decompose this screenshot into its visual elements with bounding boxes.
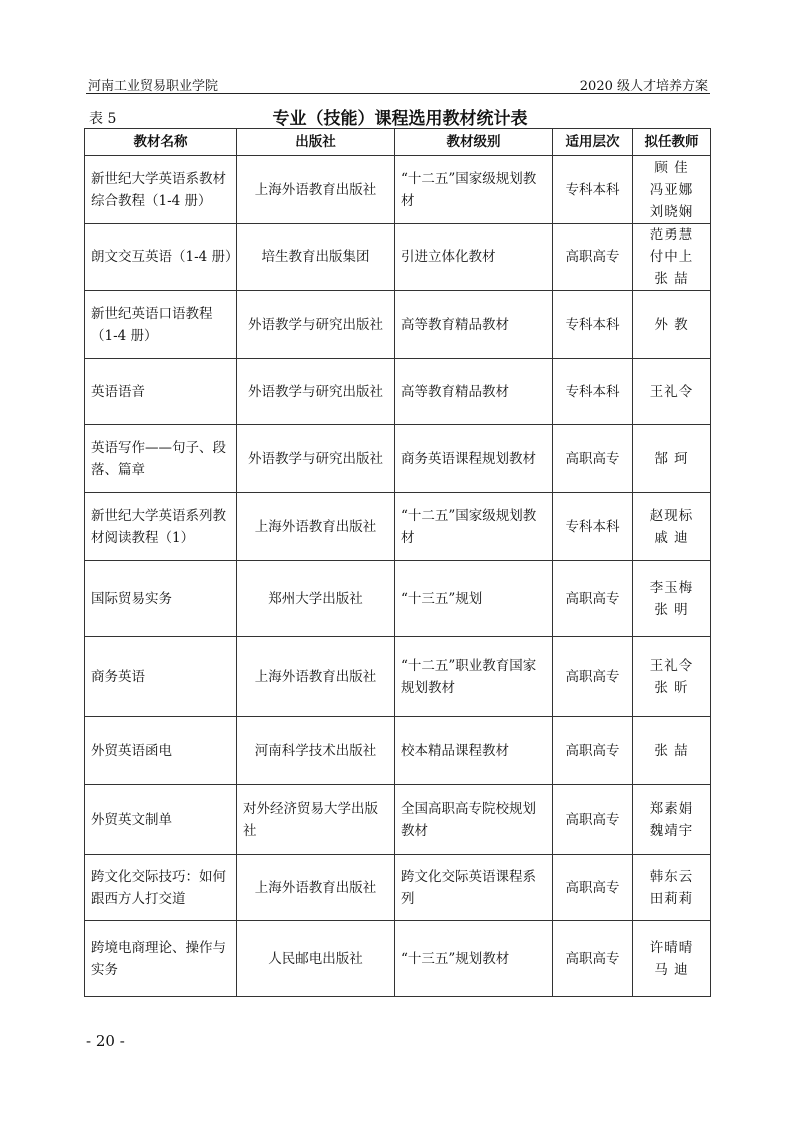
table-row (85, 855, 711, 921)
cell-textbook-name: 新世纪大学英语系列教材阅读教程（1） (85, 493, 237, 561)
teacher-name: 范勇慧 (649, 227, 694, 243)
teacher-name: 外 教 (654, 316, 689, 333)
cell-applicable-tier: 专科本科 (553, 156, 633, 224)
teacher-name: 郑素娟 (649, 800, 694, 817)
cell-applicable-tier: 高职高专 (553, 921, 633, 997)
table-row (85, 425, 711, 493)
cell-textbook-level: 跨文化交际英语课程系列 (395, 855, 553, 921)
table-row (85, 561, 711, 637)
cell-textbook-name: 朗文交互英语（1-4 册） (85, 224, 237, 291)
table-row (85, 156, 711, 224)
cell-publisher: 河南科学技术出版社 (237, 717, 395, 785)
table-row (85, 224, 711, 291)
page-number: - 20 - (86, 1032, 125, 1050)
cell-textbook-name: 商务英语 (85, 637, 237, 717)
header-document-title: 2020 级人才培养方案 (579, 79, 708, 94)
cell-applicable-tier: 高职高专 (553, 425, 633, 493)
cell-teachers (633, 855, 711, 921)
teacher-name: 顾 佳 (654, 159, 689, 176)
teacher-name: 冯亚娜 (649, 181, 694, 198)
cell-textbook-level: “十二五”职业教育国家规划教材 (395, 637, 553, 717)
cell-textbook-name: 英语写作——句子、段落、篇章 (85, 425, 237, 493)
cell-publisher: 上海外语教育出版社 (237, 493, 395, 561)
textbook-table (84, 128, 711, 997)
teacher-name: 王礼令 (649, 383, 694, 400)
teacher-name: 许晴晴 (649, 939, 694, 956)
cell-applicable-tier: 专科本科 (553, 493, 633, 561)
cell-textbook-level: “十二五”国家级规划教材 (395, 493, 553, 561)
cell-publisher: 对外经济贸易大学出版社 (237, 785, 395, 855)
table-row (85, 291, 711, 359)
cell-textbook-name: 英语语音 (85, 359, 237, 425)
column-header-name: 教材名称 (85, 129, 237, 156)
cell-textbook-level: 商务英语课程规划教材 (395, 425, 553, 493)
teacher-name: 马 迪 (654, 961, 689, 978)
page-header (88, 75, 708, 93)
cell-publisher: 郑州大学出版社 (237, 561, 395, 637)
column-header-teachers: 拟任教师 (633, 129, 711, 156)
cell-teachers (633, 493, 711, 561)
cell-textbook-level: 校本精品课程教材 (395, 717, 553, 785)
cell-textbook-level: 全国高职高专院校规划教材 (395, 785, 553, 855)
cell-teachers (633, 359, 711, 425)
column-header-tier: 适用层次 (553, 129, 633, 156)
cell-applicable-tier: 专科本科 (553, 359, 633, 425)
cell-publisher: 外语教学与研究出版社 (237, 359, 395, 425)
header-rule (86, 93, 710, 94)
cell-textbook-level: “十三五”规划教材 (395, 921, 553, 997)
cell-teachers (633, 637, 711, 717)
teacher-name: 赵现标 (649, 507, 694, 524)
cell-textbook-name: 国际贸易实务 (85, 561, 237, 637)
cell-applicable-tier: 专科本科 (553, 291, 633, 359)
cell-textbook-level: “十三五”规划 (395, 561, 553, 637)
column-header-level: 教材级别 (395, 129, 553, 156)
teacher-name: 韩东云 (649, 868, 694, 885)
cell-textbook-name: 新世纪英语口语教程（1-4 册） (85, 291, 237, 359)
cell-publisher: 外语教学与研究出版社 (237, 291, 395, 359)
cell-applicable-tier: 高职高专 (553, 637, 633, 717)
teacher-name: 张 喆 (654, 271, 689, 287)
cell-teachers (633, 224, 711, 291)
table-row (85, 717, 711, 785)
cell-publisher: 外语教学与研究出版社 (237, 425, 395, 493)
table-header-row (85, 129, 711, 156)
table-row (85, 637, 711, 717)
cell-teachers (633, 561, 711, 637)
cell-teachers (633, 785, 711, 855)
cell-textbook-name: 跨文化交际技巧：如何跟西方人打交道 (85, 855, 237, 921)
cell-teachers (633, 921, 711, 997)
cell-textbook-level: 高等教育精品教材 (395, 359, 553, 425)
table-row (85, 493, 711, 561)
table-row (85, 785, 711, 855)
cell-teachers (633, 425, 711, 493)
cell-teachers (633, 717, 711, 785)
cell-applicable-tier: 高职高专 (553, 785, 633, 855)
cell-teachers (633, 291, 711, 359)
cell-textbook-level: 高等教育精品教材 (395, 291, 553, 359)
cell-textbook-level: “十二五”国家级规划教材 (395, 156, 553, 224)
table-row (85, 359, 711, 425)
cell-publisher: 上海外语教育出版社 (237, 156, 395, 224)
cell-publisher: 上海外语教育出版社 (237, 637, 395, 717)
teacher-name: 戚 迪 (654, 529, 689, 546)
cell-textbook-name: 外贸英文制单 (85, 785, 237, 855)
table-label: 表 5 (89, 111, 117, 127)
cell-applicable-tier: 高职高专 (553, 855, 633, 921)
cell-applicable-tier: 高职高专 (553, 717, 633, 785)
cell-textbook-name: 跨境电商理论、操作与实务 (85, 921, 237, 997)
table-row (85, 921, 711, 997)
teacher-name: 李玉梅 (649, 579, 694, 596)
teacher-name: 王礼令 (649, 657, 694, 674)
header-institution: 河南工业贸易职业学院 (88, 79, 219, 94)
cell-applicable-tier: 高职高专 (553, 224, 633, 291)
cell-teachers (633, 156, 711, 224)
table-title: 专业（技能）课程选用教材统计表 (272, 109, 528, 129)
cell-publisher: 培生教育出版集团 (237, 224, 395, 291)
cell-textbook-level: 引进立体化教材 (395, 224, 553, 291)
teacher-name: 张 喆 (654, 742, 689, 759)
cell-textbook-name: 外贸英语函电 (85, 717, 237, 785)
cell-publisher: 上海外语教育出版社 (237, 855, 395, 921)
teacher-name: 郜 珂 (654, 450, 689, 467)
table-body (85, 156, 711, 997)
cell-publisher: 人民邮电出版社 (237, 921, 395, 997)
teacher-name: 付中上 (649, 249, 694, 265)
teacher-name: 张 昕 (654, 679, 689, 696)
column-header-publisher: 出版社 (237, 129, 395, 156)
teacher-name: 田莉莉 (649, 890, 694, 907)
cell-textbook-name: 新世纪大学英语系教材综合教程（1-4 册） (85, 156, 237, 224)
teacher-name: 张 明 (654, 601, 689, 618)
cell-applicable-tier: 高职高专 (553, 561, 633, 637)
teacher-name: 魏靖宇 (649, 822, 694, 839)
teacher-name: 刘晓娴 (649, 203, 694, 220)
